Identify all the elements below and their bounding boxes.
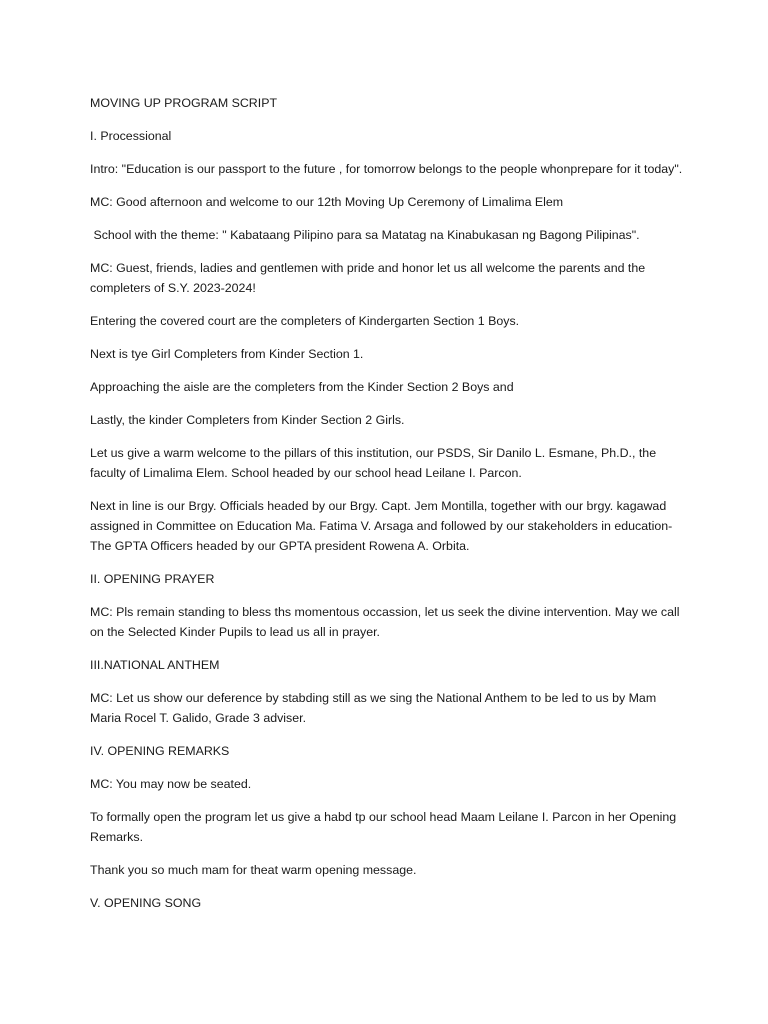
paragraph-prayer: MC: Pls remain standing to bless ths momentous occassion, let us seek the divine intervention. May we call on the Selected Kinder Pupils to lead us all in prayer. [90, 605, 683, 639]
paragraph-kinder-section2-girls: Lastly, the kinder Completers from Kinder Section 2 Girls. [90, 413, 405, 427]
document-title: MOVING UP PROGRAM SCRIPT [90, 96, 278, 110]
section-heading-opening-song: V. OPENING SONG [90, 896, 202, 910]
paragraph-opening-remarks: To formally open the program let us give a habd tp our school head Maam Leilane I. Parcon in her Opening Remarks. [90, 810, 680, 844]
paragraph-kinder-section1-boys: Entering the covered court are the completers of Kindergarten Section 1 Boys. [90, 314, 520, 328]
paragraph-theme: School with the theme: " Kabataang Pilipino para sa Matatag na Kinabukasan ng Bagong Pilipinas". [90, 228, 640, 242]
paragraph-intro: Intro: "Education is our passport to the future , for tomorrow belongs to the people whonprepare for it today". [90, 162, 683, 176]
paragraph-mc-guest: MC: Guest, friends, ladies and gentlemen with pride and honor let us all welcome the parents and the completers of S.Y. 2023-2024! [90, 261, 649, 295]
paragraph-anthem: MC: Let us show our deference by stabding still as we sing the National Anthem to be led to us by Mam Maria Rocel T. Galido, Grade 3 adviser. [90, 691, 660, 725]
section-heading-national-anthem: III.NATIONAL ANTHEM [90, 658, 220, 672]
section-heading-opening-prayer: II. OPENING PRAYER [90, 572, 215, 586]
paragraph-mc-welcome: MC: Good afternoon and welcome to our 12th Moving Up Ceremony of Limalima Elem [90, 195, 564, 209]
section-heading-opening-remarks: IV. OPENING REMARKS [90, 744, 230, 758]
section-heading-processional: I. Processional [90, 129, 172, 143]
paragraph-kinder-section2-boys: Approaching the aisle are the completers from the Kinder Section 2 Boys and [90, 380, 514, 394]
paragraph-brgy-officials: Next in line is our Brgy. Officials headed by our Brgy. Capt. Jem Montilla, together with our brgy. kagawad assigned in Committee on Education Ma. Fatima V. Arsaga and followed by our stakeholders in education- The GPTA Officers headed by our GPTA president Rowena A. Orbita. [90, 499, 676, 553]
paragraph-kinder-section1-girls: Next is tye Girl Completers from Kinder Section 1. [90, 347, 364, 361]
paragraph-pillars: Let us give a warm welcome to the pillars of this institution, our PSDS, Sir Danilo L. Esmane, Ph.D., the faculty of Limalima Elem. School headed by our school head Leilane I. Parcon. [90, 446, 660, 480]
paragraph-thank-you: Thank you so much mam for theat warm opening message. [90, 863, 417, 877]
document-page [90, 93, 690, 926]
paragraph-be-seated: MC: You may now be seated. [90, 777, 252, 791]
